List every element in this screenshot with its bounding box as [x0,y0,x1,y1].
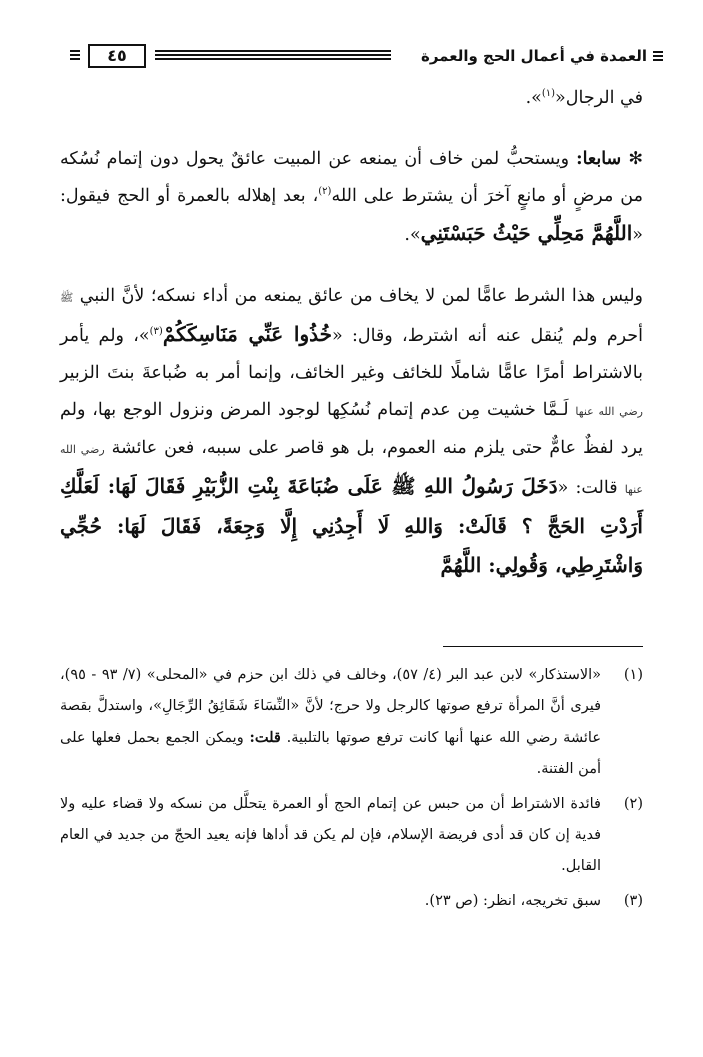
footnote-bold: قلت: [249,729,281,746]
p3-text2: أحرم ولم يُنقل عنه أنه اشترط، وقال: « [331,326,643,346]
p2-text1: ويستحبُّ لمن خاف أن يمنعه عن المبيت عائقٌ يحول دون إتمام نُسُكه من مرضٍ أو مانعٍ آخرَ أن يشترط على الله [60,149,643,206]
footnotes [60,660,643,921]
p2-quote: اللَّهُمَّ مَحِلِّي حَيْثُ حَبَسْتَنِي [420,221,633,245]
footnote-number: (٢) [623,796,643,812]
p1-text: في الرجال [565,88,643,108]
footnote-3 [60,886,643,917]
footnote-ref-3[interactable]: (٣) [149,326,163,338]
honorific-3: رضي الله عنها [60,443,643,496]
header-end-mark-icon [70,50,80,62]
footnote-1 [60,660,643,785]
footnote-ref-2[interactable]: (٢) [318,186,332,198]
footnote-text: سبق تخريجه، انظر: (ص ٢٣). [424,893,601,909]
p3-text4: لَـمَّا خشيت مِن عدم إتمام نُسُكِها لوجود المرض ونزول الوجع بها، ولم يرد لفظٌ عامٌّ حتى يلزم منه العموم، بل هو قاصر على سببه، فعن عائشة [60,400,643,458]
p3-text3: »، ولم يأمر بالاشتراط أمرًا عامًّا شاملًا للخائف وغير الخائف، وإنما أمر به ضُباعةَ بنتَ الزبير [60,326,643,383]
p2-text2: ، بعد إهلاله بالعمرة أو الحج فيقول: « [60,186,643,245]
paragraph-3 [60,278,643,586]
main-text [60,80,643,586]
p3-text5: قالت: « [557,478,625,498]
header-title: العمدة في أعمال الحج والعمرة [421,47,647,65]
footnote-number: (٣) [623,893,643,909]
header-title-wrap [421,44,663,68]
star-icon: ✻ [628,149,643,169]
header-rule [155,50,391,62]
running-header [60,44,663,72]
paragraph-1: في الرجال«$^{(١)}$». [525,88,643,108]
paragraph-2 [60,141,643,254]
footnote-ref-1[interactable]: (١) [541,88,556,100]
footnote-divider [443,646,643,647]
footnote-number: (١) [623,667,643,683]
spacer [60,254,643,278]
page-number: ٤٥ [88,44,146,68]
footnote-text: «الاستذكار» لابن عبد البر (٤/ ٥٧)، وخالف في ذلك ابن حزم في «المحلى» (٧/ ٩٣ - ٩٥)، فيرى أنَّ المرأة ترفع صوتها كالرجل ولا حرج؛ لأنَّ «النِّسَاءَ شَقَائِقُ الرِّجَالِ»، واستدلَّ بقصة عائشة رضي الله عنها أنها كانت ترفع صوتها بالتلبية. [60,667,602,746]
spacer [60,117,643,141]
honorific-1: ﷺ [60,291,74,304]
footnote-2 [60,789,643,882]
honorific-2: رضي الله عنها [575,405,643,418]
footnote-text-2: ويمكن الجمع بحمل فعلها على أمن الفتنة. [60,730,601,777]
p2-end: ». [404,225,421,245]
p3-text1: وليس هذا الشرط عامًّا لمن لا يخاف من عائق يمنعه من أداء نسكه؛ لأنَّ النبي [73,286,643,306]
p3-quote: خُذُوا عَنِّي مَنَاسِكَكُمْ [162,322,332,346]
p3-quote-2: دَخَلَ رَسُولُ اللهِ ﷺ عَلَى ضُبَاعَةَ بِنْتِ الزُّبَيْرِ فَقَالَ لَهَا: لَعَلَّكِ أَرَدْتِ الحَجَّ ؟ قَالَتْ: وَاللهِ لَا أَجِدُنِي إِلَّا وَجِعَةً، فَقَالَ لَهَا: حُجِّي وَاشْتَرِطِي، وَقُولِي: اللَّهُمَّ [60,474,643,577]
p2-label: سابعا: [576,149,622,169]
footnote-text: فائدة الاشتراط أن من حبس عن إتمام الحج أو العمرة يتحلَّل من نسكه ولا قضاء عليه ولا فدية إن كان قد أدى فريضة الإسلام، فإن لم يكن قد أداها فإنه يعيد الحجّ من جديد في العام القابل. [60,796,601,874]
header-bullet-icon [653,51,663,63]
